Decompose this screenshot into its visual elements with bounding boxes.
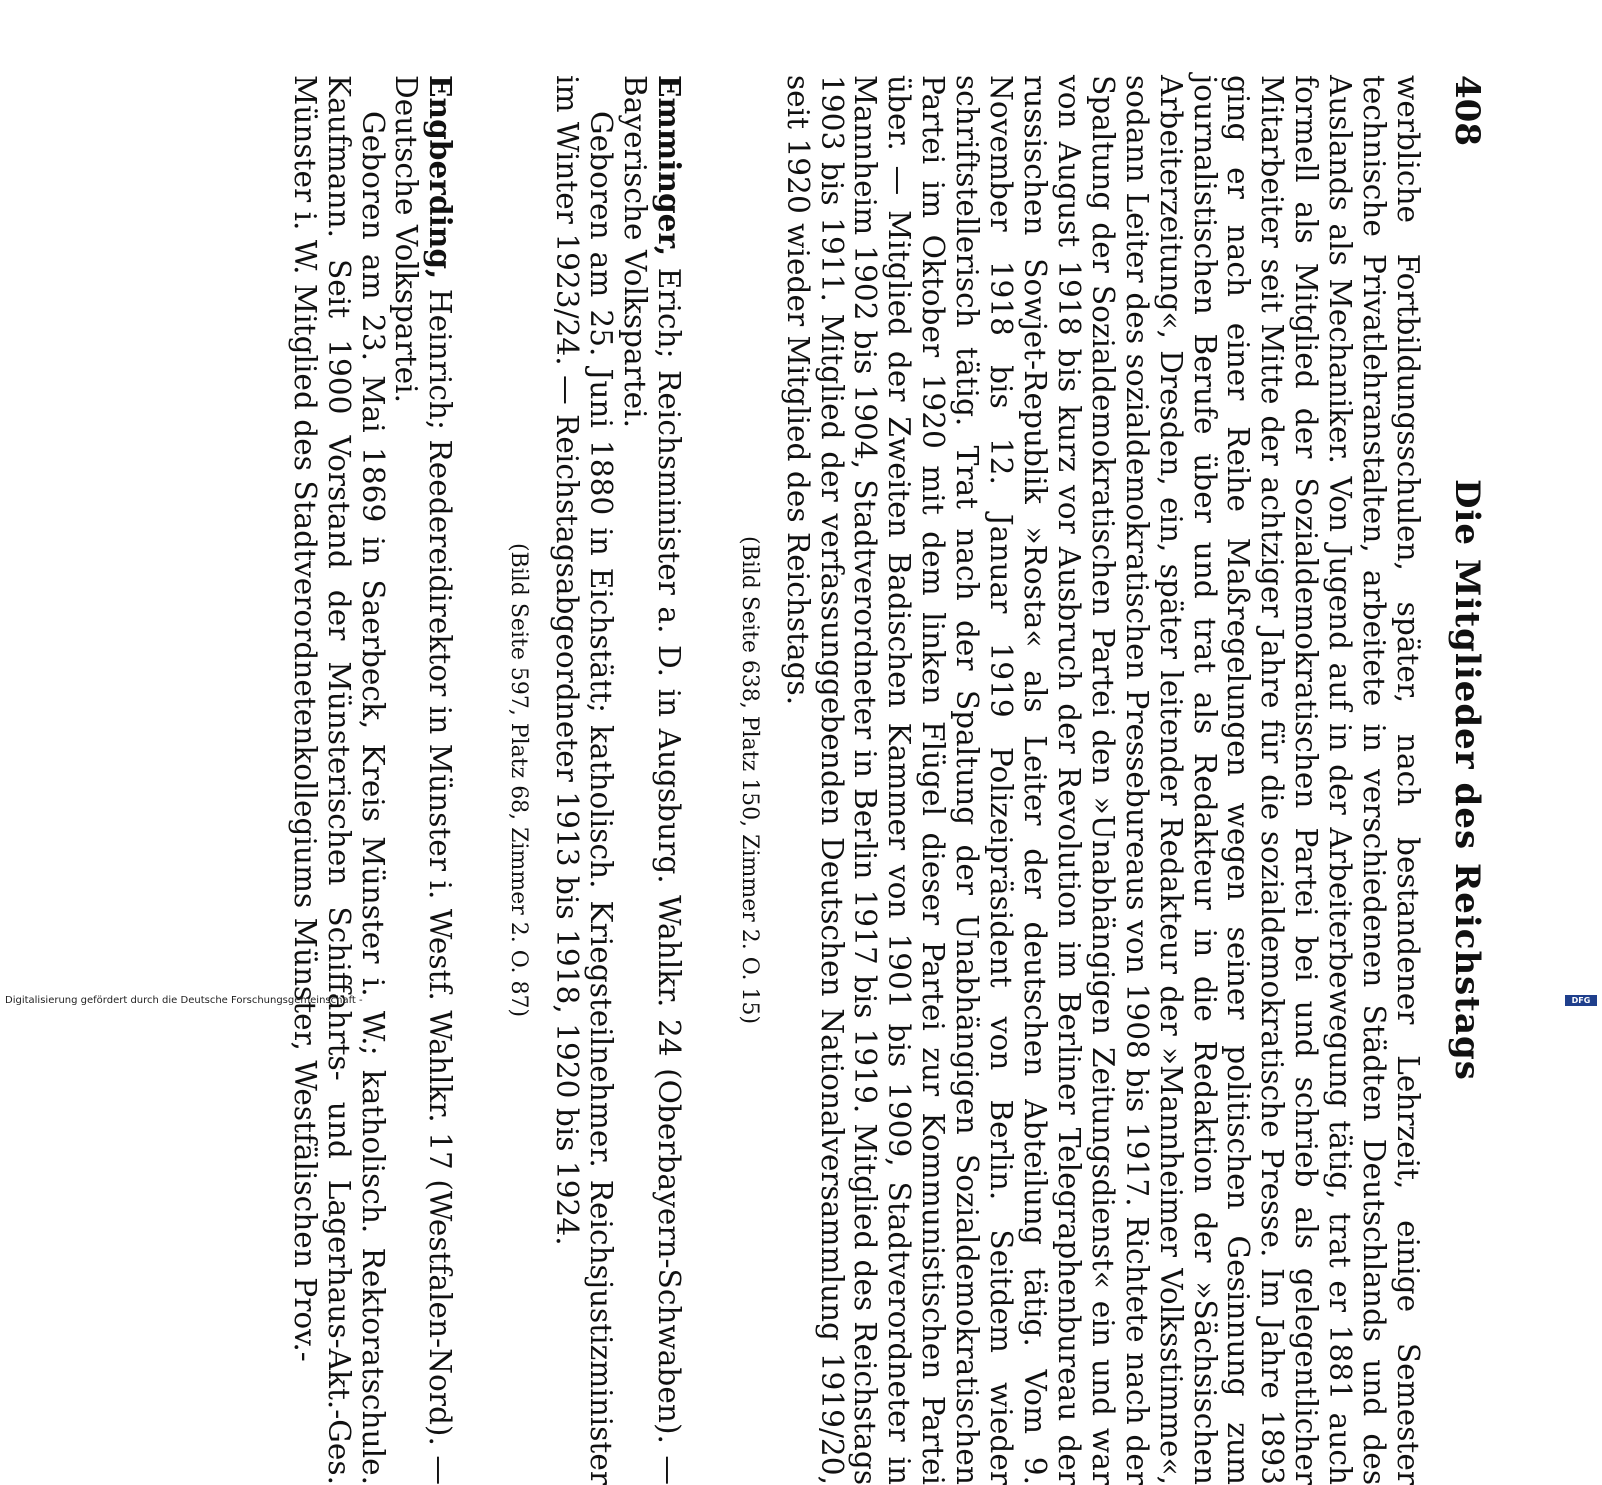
- engberding-intro: Heinrich; Reedereidirektor in Münster i. Westf. Wahlkr. 17 (Westfalen-Nord). — Deutsche Volkspartei.: [389, 75, 458, 1485]
- emminger-heading: [617, 75, 686, 1485]
- dfg-logo: DFG: [1565, 995, 1597, 1006]
- entry-separator: [686, 75, 724, 1485]
- emminger-biography: Geboren am 25. Juni 1880 in Eichstätt; katholisch. Kriegsteilnehmer. Reichsjustizminister im Winter 1923/24. — Reichstagsabgeordneter 1913 bis 1918, 1920 bis 1924.: [550, 75, 619, 1485]
- emminger-intro: Erich; Reichsminister a. D. in Augsburg. Wahlkr. 24 (Oberbayern-Schwaben). — Bayerische Volkspartei.: [617, 75, 686, 1485]
- engberding-heading: [389, 75, 458, 1485]
- entry-separator: [457, 75, 493, 1485]
- engberding-name: Engberding,: [423, 75, 459, 280]
- emminger-photo-reference: (Bild Seite 597, Platz 68, Zimmer 2. O. 87): [506, 542, 532, 1018]
- emminger-name: Emminger,: [651, 75, 687, 257]
- continuation-photo-reference: (Bild Seite 638, Platz 150, Zimmer 2. O. 15): [736, 535, 762, 1025]
- running-head: Die Mitglieder des Reichstags: [1447, 479, 1487, 1081]
- digitization-credit: Digitalisierung gefördert durch die Deutsche Forschungsgemeinschaft -: [5, 995, 363, 1006]
- page-header: [1427, 75, 1487, 1485]
- page-body: [287, 75, 1424, 1485]
- continuation-paragraph: werbliche Fortbildungsschulen, später, nach bestandener Lehrzeit, einige Semester technische Privatlehranstalten, arbeitete in verschiedenen Städten Deutschlands und des Auslands als Mechaniker. Von Jugend auf in der Arbeiterbewegung tätig, trat er 1881 auch formell als Mitglied der Sozialdemokratischen Partei bei und schrieb als gelegentlicher Mitarbeiter seit Mitte der achtziger Jahre für die sozialdemokratische Presse. Im Jahre 1893 ging er nach einer Reihe Maßregelungen wegen seiner politischen Gesinnung zum journalistischen Berufe über und trat als Redakteur in die Redaktion der »Sächsischen Arbeiterzeitung«, Dresden, ein, später leitender Redakteur der »Mannheimer Volksstimme«, sodann Leiter des sozialdemokratischen Pressebureaus von 1908 bis 1917. Richtete nach der Spaltung der Sozialdemokratischen Partei den »Unabhängigen Zeitungsdienst« ein und war von August 1918 bis kurz vor Ausbruch der Revolution im Berliner Telegraphenbureau der russischen Sowjet-Republik »Rosta« als Leiter der deutschen Abteilung tätig. Vom 9. November 1918 bis 12. Januar 1919 Polizeipräsident von Berlin. Seitdem wieder schriftstellerisch tätig. Trat nach der Spaltung der Unabhängigen Sozialdemokratischen Partei im Oktober 1920 mit dem linken Flügel dieser Partei zur Kommunistischen Partei über. — Mitglied der Zweiten Badischen Kammer von 1901 bis 1909, Stadtverordneter in Mannheim 1902 bis 1904, Stadtverordneter in Berlin 1917 bis 1919. Mitglied des Reichstags 1903 bis 1911. Mitglied der verfassunggebenden Deutschen Nationalversammlung 1919/20, seit 1920 wieder Mitglied des Reichstags.: [780, 75, 1425, 1485]
- page-number: 408: [1447, 75, 1487, 146]
- engberding-biography: Geboren am 23. Mai 1869 in Saerbeck, Kreis Münster i. W.; katholisch. Rektoratschule. Kaufmann. Seit 1900 Vorstand der Münsterischen Schiffahrts- und Lagerhaus-Akt.-Ges. Münster i. W. Mitglied des Stadtverordnetenkollegiums Münster, Westfälischen Prov.-: [287, 75, 390, 1485]
